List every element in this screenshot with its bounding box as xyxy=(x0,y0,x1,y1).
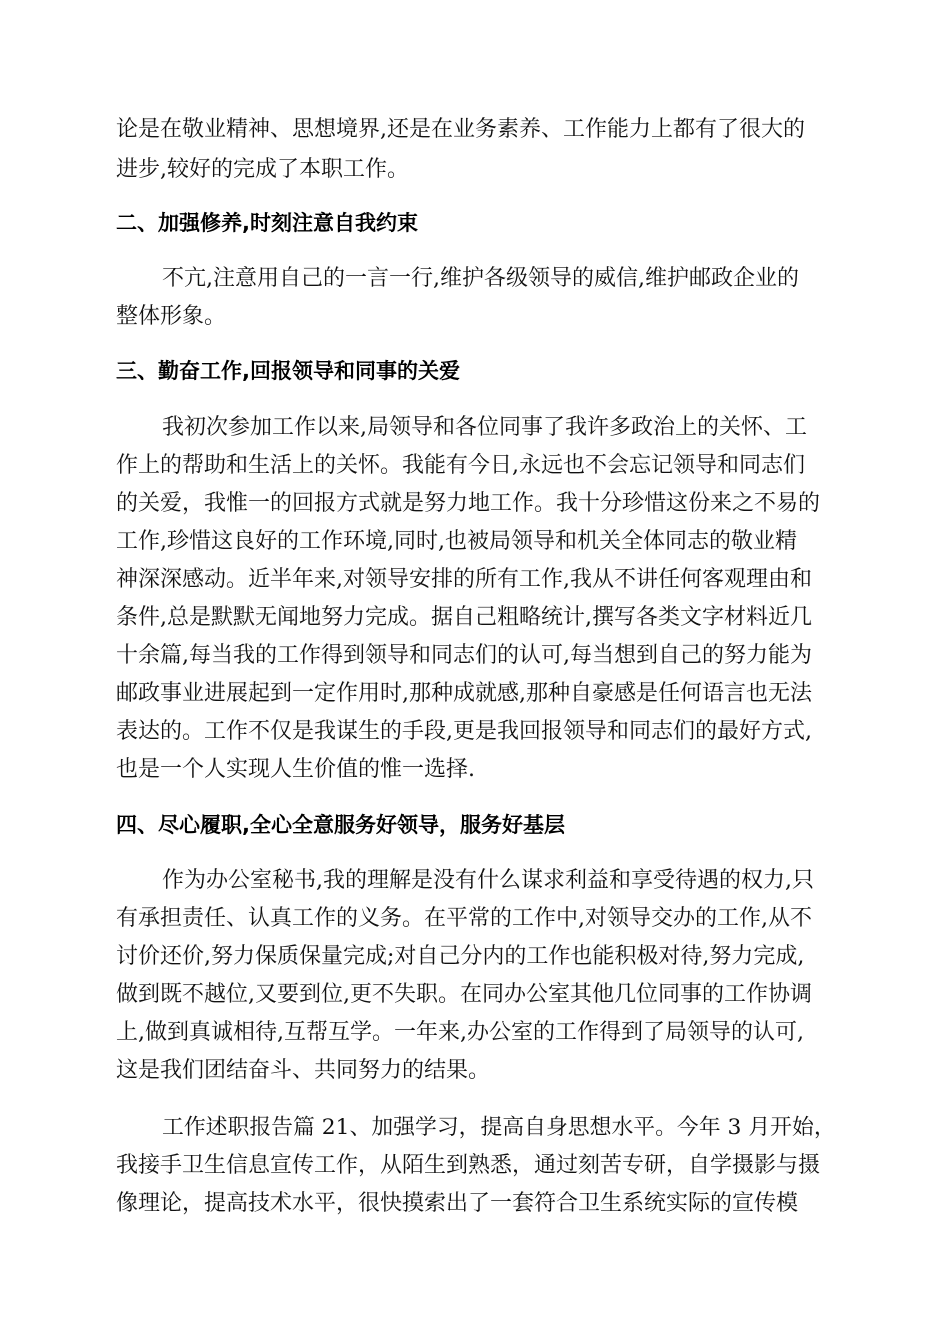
section-heading-3: 三、勤奋工作,回报领导和同事的关爱 xyxy=(116,359,460,383)
paragraph-line: 也是一个人实现人生价值的惟一选择. xyxy=(116,757,475,782)
paragraph-line: 十余篇,每当我的工作得到领导和同志们的认可,每当想到自己的努力能为 xyxy=(116,643,812,668)
paragraph-line: 作为办公室秘书,我的理解是没有什么谋求利益和享受待遇的权力,只 xyxy=(162,868,814,893)
paragraph-line: 进步,较好的完成了本职工作。 xyxy=(116,157,409,182)
paragraph-line: 条件,总是默默无闻地努力完成。据自己粗略统计,撰写各类文字材料近几 xyxy=(116,605,812,630)
paragraph-line: 有承担责任、认真工作的义务。在平常的工作中,对领导交办的工作,从不 xyxy=(116,906,812,931)
paragraph-line: 我初次参加工作以来,局领导和各位同事了我许多政治上的关怀、工 xyxy=(162,415,807,440)
paragraph-line: 的关爱，我惟一的回报方式就是努力地工作。我十分珍惜这份来之不易的 xyxy=(116,491,821,516)
section-heading-2: 二、加强修养,时刻注意自我约束 xyxy=(116,211,418,235)
paragraph-line: 不亢,注意用自己的一言一行,维护各级领导的威信,维护邮政企业的 xyxy=(162,266,799,291)
paragraph-line: 讨价还价,努力保质保量完成;对自己分内的工作也能积极对待,努力完成, xyxy=(116,944,805,969)
paragraph-line: 邮政事业进展起到一定作用时,那种成就感,那种自豪感是任何语言也无法 xyxy=(116,681,812,706)
paragraph-line: 像理论，提高技术水平，很快摸索出了一套符合卫生系统实际的宣传模 xyxy=(116,1191,799,1216)
paragraph-line: 我接手卫生信息宣传工作，从陌生到熟悉，通过刻苦专研，自学摄影与摄 xyxy=(116,1153,821,1178)
paragraph-line: 作上的帮助和生活上的关怀。我能有今日,永远也不会忘记领导和同志们 xyxy=(116,453,805,478)
paragraph-line: 神深深感动。近半年来,对领导安排的所有工作,我从不讲任何客观理由和 xyxy=(116,567,812,592)
paragraph-line: 工作述职报告篇 21、加强学习，提高自身思想水平。今年 3 月开始， xyxy=(162,1115,836,1140)
paragraph-line: 这是我们团结奋斗、共同努力的结果。 xyxy=(116,1058,491,1083)
paragraph-line: 整体形象。 xyxy=(116,304,227,329)
paragraph-line: 表达的。工作不仅是我谋生的手段,更是我回报领导和同志们的最好方式, xyxy=(116,719,812,744)
section-heading-4: 四、尽心履职,全心全意服务好领导，服务好基层 xyxy=(116,813,565,837)
paragraph-line: 论是在敬业精神、思想境界,还是在业务素养、工作能力上都有了很大的 xyxy=(116,117,805,142)
paragraph-line: 工作,珍惜这良好的工作环境,同时,也被局领导和机关全体同志的敬业精 xyxy=(116,529,797,554)
paragraph-line: 做到既不越位,又要到位,更不失职。在同办公室其他几位同事的工作协调 xyxy=(116,982,812,1007)
paragraph-line: 上,做到真诚相待,互帮互学。一年来,办公室的工作得到了局领导的认可, xyxy=(116,1020,804,1045)
